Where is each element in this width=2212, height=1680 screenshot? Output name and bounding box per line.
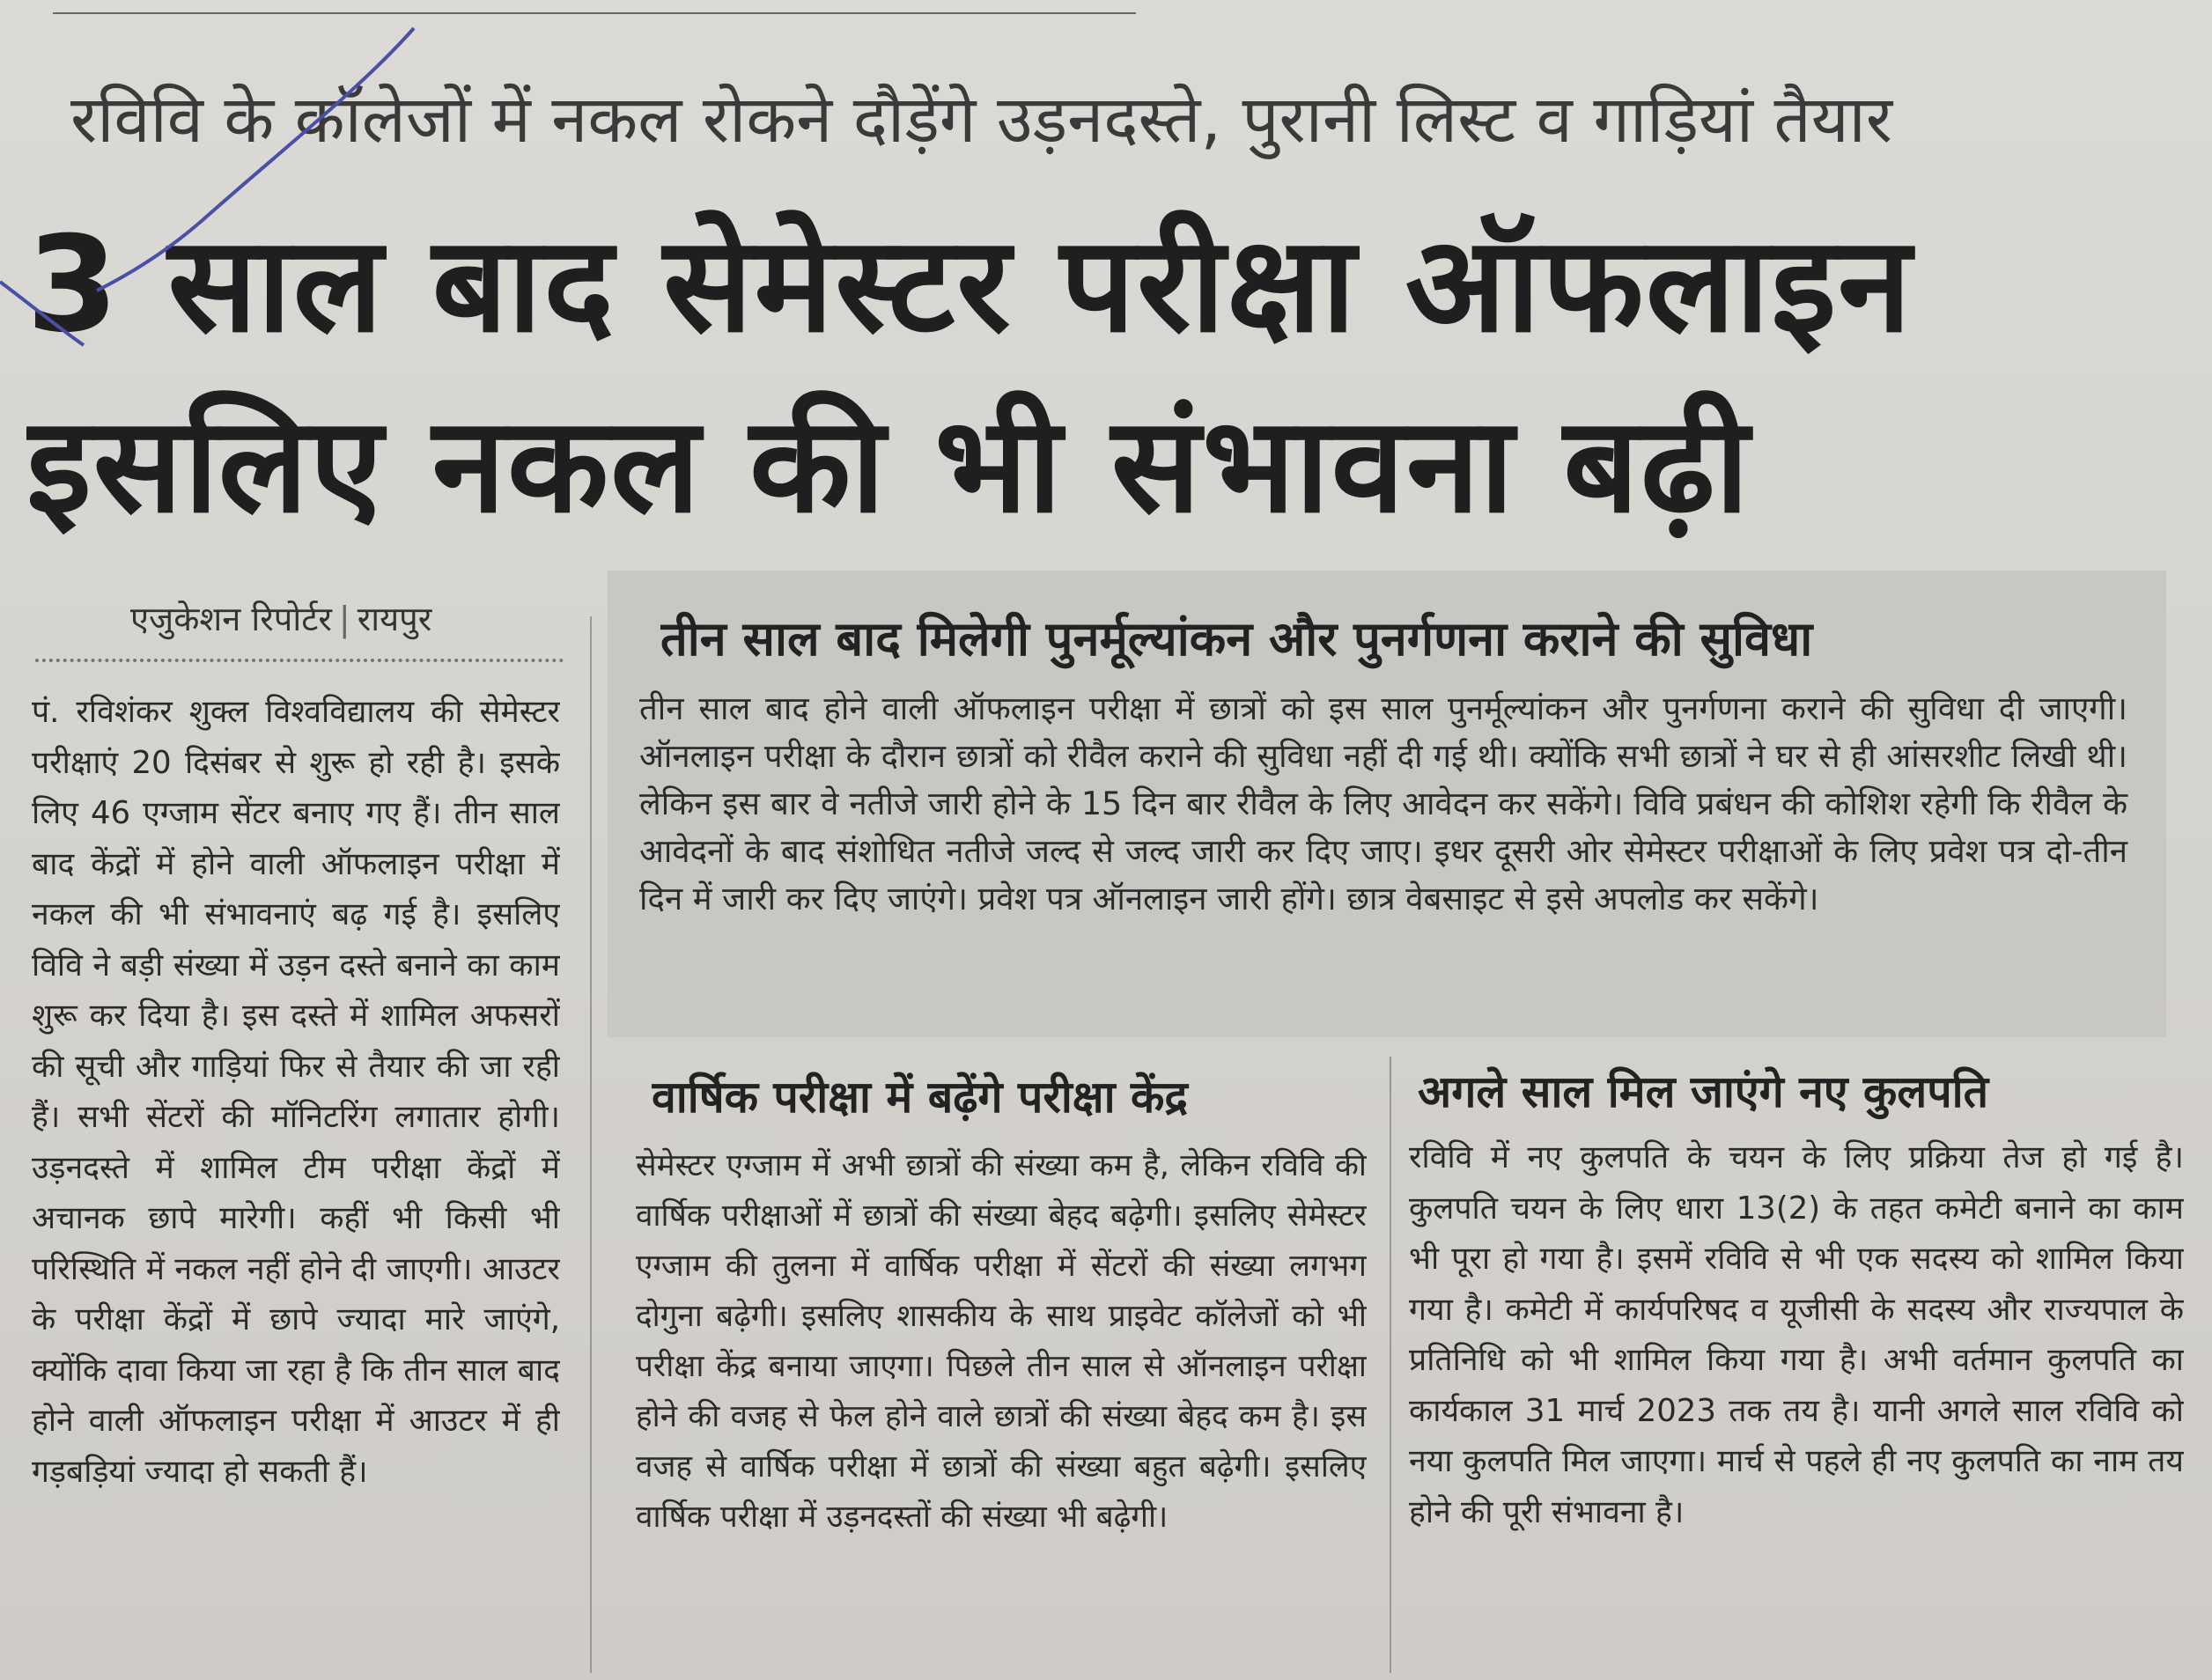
top-rule xyxy=(53,12,1136,14)
annual-exam-text: सेमेस्टर एग्जाम में अभी छात्रों की संख्या कम है, लेकिन रविवि की वार्षिक परीक्षाओं में छात्रों की संख्या बेहद बढ़ेगी। इसलिए सेमेस्टर एग्जाम की तुलना में वार्षिक परीक्षा में सेंटरों की संख्या लगभग दोगुना बढ़ेगी। इसलिए शासकीय के साथ प्राइवेट कॉलेजों को भी परीक्षा केंद्र बनाया जाएगा। पिछले तीन साल से ऑनलाइन परीक्षा होने की वजह से फेल होने वाले छात्रों की संख्या बेहद कम है। इस वजह से वार्षिक परीक्षा में छात्रों की संख्या बहुत बढ़ेगी। इसलिए वार्षिक परीक्षा में उड़नदस्तों की संख्या भी बढ़ेगी। xyxy=(636,1148,1367,1535)
main-headline-line1: 3 साल बाद सेमेस्टर परीक्षा ऑफलाइन xyxy=(26,209,1913,362)
byline-separator: | xyxy=(338,600,350,638)
pen-mark-scribble xyxy=(0,18,458,370)
annual-exam-heading: वार्षिक परीक्षा में बढ़ेंगे परीक्षा केंद्र xyxy=(652,1072,1188,1123)
boxed-story-heading: तीन साल बाद मिलेगी पुनर्मूल्यांकन और पुनर्गणना कराने की सुविधा xyxy=(660,611,1813,667)
kicker-headline: रविवि के कॉलेजों में नकल रोकने दौड़ेंगे उड़नदस्ते, पुरानी लिस्ट व गाड़ियां तैयार xyxy=(70,82,1893,158)
column-divider-right xyxy=(1390,1057,1391,1673)
main-headline-line2: इसलिए नकल की भी संभावना बढ़ी xyxy=(26,389,1751,542)
byline-role: एजुकेशन रिपोर्टर xyxy=(130,600,332,638)
vice-chancellor-heading: अगले साल मिल जाएंगे नए कुलपति xyxy=(1418,1066,1989,1117)
boxed-story-text: तीन साल बाद होने वाली ऑफलाइन परीक्षा में छात्रों को इस साल पुनर्मूल्यांकन और पुनर्गणना कराने की सुविधा दी जाएगी। ऑनलाइन परीक्षा के दौरान छात्रों को रीवैल कराने की सुविधा नहीं दी गई थी। क्योंकि सभी छात्रों ने घर से ही आंसरशीट लिखी थी। लेकिन इस बार वे नतीजे जारी होने के 15 दिन बार रीवैल के लिए आवेदन कर सकेंगे। विवि प्रबंधन की कोशिश रहेगी कि रीवैल के आवेदनों के बाद संशोधित नतीजे जल्द से जल्द जारी कर दिए जाए। इधर दूसरी ओर सेमेस्टर परीक्षाओं के लिए प्रवेश पत्र दो-तीन दिन में जारी कर दिए जाएंगे। प्रवेश पत्र ऑनलाइन जारी होंगे। छात्र वेबसाइट से इसे अपलोड कर सकेंगे। xyxy=(639,689,2127,917)
byline-city: रायपुर xyxy=(357,600,432,638)
byline-dotted-rule xyxy=(35,659,564,662)
column-divider-left xyxy=(590,616,592,1673)
byline xyxy=(130,595,588,645)
vice-chancellor-text: रविवि में नए कुलपति के चयन के लिए प्रक्रिया तेज हो गई है। कुलपति चयन के लिए धारा 13(2) के तहत कमेटी बनाने का काम भी पूरा हो गया है। इसमें रविवि से भी एक सदस्य को शामिल किया गया है। कमेटी में कार्यपरिषद व यूजीसी के सदस्य और राज्यपाल के प्रतिनिधि को भी शामिल किया गया है। अभी वर्तमान कुलपति का कार्यकाल 31 मार्च 2023 तक तय है। यानी अगले साल रविवि को नया कुलपति मिल जाएगा। मार्च से पहले ही नए कुलपति का नाम तय होने की पूरी संभावना है। xyxy=(1409,1139,2184,1530)
main-article-text: पं. रविशंकर शुक्ल विश्वविद्यालय की सेमेस्टर परीक्षाएं 20 दिसंबर से शुरू हो रही है। इसके लिए 46 एग्जाम सेंटर बनाए गए हैं। तीन साल बाद केंद्रों में होने वाली ऑफलाइन परीक्षा में नकल की भी संभावनाएं बढ़ गई है। इसलिए विवि ने बड़ी संख्या में उड़न दस्ते बनाने का काम शुरू कर दिया है। इस दस्ते में शामिल अफसरों की सूची और गाड़ियां फिर से तैयार की जा रही हैं। सभी सेंटरों की मॉनिटरिंग लगातार होगी। उड़नदस्ते में शामिल टीम परीक्षा केंद्रों में अचानक छापे मारेगी। कहीं भी किसी भी परिस्थिति में नकल नहीं होने दी जाएगी। आउटर के परीक्षा केंद्रों में छापे ज्यादा मारे जाएंगे, क्योंकि दावा किया जा रहा है कि तीन साल बाद होने वाली ऑफलाइन परीक्षा में आउटर में ही गड़बड़ियां ज्यादा हो सकती हैं। xyxy=(32,694,560,1490)
